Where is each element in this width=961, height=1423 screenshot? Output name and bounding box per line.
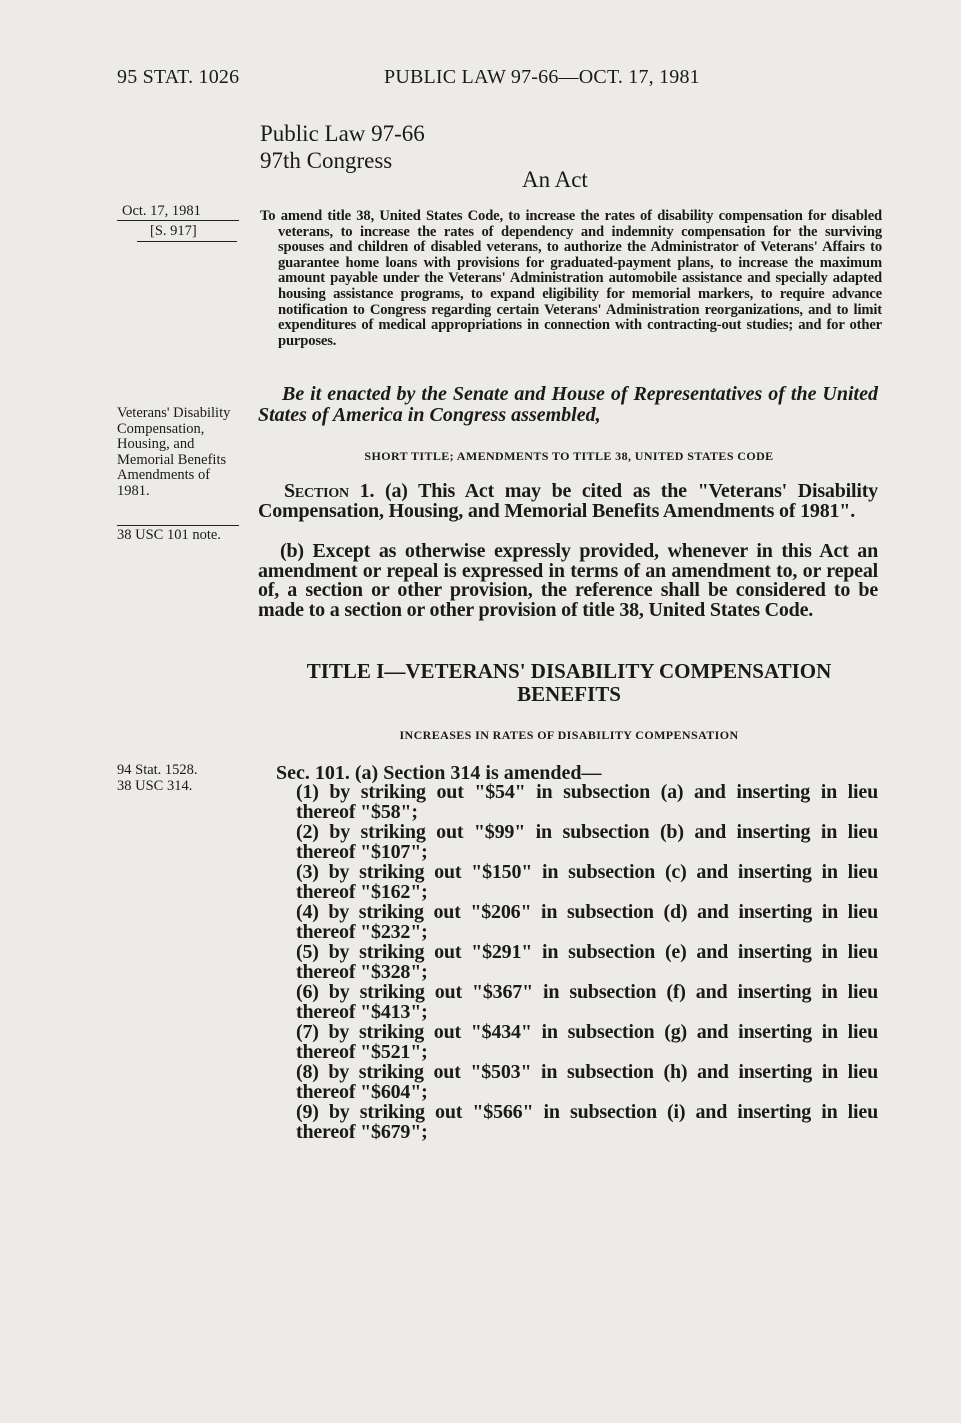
- item-lead: (6) by striking out "$367" in subsection (f) and inserting in lieu: [296, 981, 878, 1003]
- list-item: [258, 902, 878, 942]
- section-caption: SHORT TITLE; AMENDMENTS TO TITLE 38, UNITED STATES CODE: [364, 449, 774, 463]
- title-heading: TITLE I—VETERANS' DISABILITY COMPENSATION BENEFITS: [306, 659, 832, 706]
- congress-number: 97th Congress: [260, 148, 393, 173]
- list-item: [258, 782, 878, 822]
- item-tail: thereof "$679";: [296, 1121, 428, 1143]
- list-item: [258, 1022, 878, 1062]
- section-label: Section 1.: [284, 480, 375, 502]
- sidenote-usc-ref: 38 USC 314.: [117, 778, 193, 794]
- item-lead: (5) by striking out "$291" in subsection (e) and inserting in lieu: [296, 941, 878, 963]
- section-1b-text: (b) Except as otherwise expressly provided, whenever in this Act an amendment or repeal is expressed in terms of an amendment to, or repeal of, a section or other provision, the reference shall be considered to be made to a section or other provision of title 38, United States Code.: [258, 540, 878, 621]
- amendment-list: [258, 782, 878, 1142]
- sidenote-references: [117, 762, 198, 794]
- list-item: [258, 1062, 878, 1102]
- item-tail: thereof "$107";: [296, 841, 428, 863]
- section-caption: INCREASES IN RATES OF DISABILITY COMPENSATION: [399, 728, 739, 742]
- purpose-paragraph: [260, 209, 882, 349]
- law-number: Public Law 97-66: [260, 121, 425, 146]
- sidenote-stat-ref: 94 Stat. 1528.: [117, 762, 198, 778]
- act-label: An Act: [522, 167, 588, 192]
- item-lead: (1) by striking out "$54" in subsection (a) and inserting in lieu: [296, 781, 878, 803]
- law-heading: [260, 120, 425, 174]
- item-lead: (8) by striking out "$503" in subsection (h) and inserting in lieu: [296, 1061, 878, 1083]
- section-101-intro: Sec. 101. (a) Section 314 is amended—: [276, 762, 602, 784]
- purpose-text: To amend title 38, United States Code, to increase the rates of disability compensation for disabled veterans, to increase the rates of dependency and indemnity compensation for the surviving spouses and children of disabled veterans, to authorize the Administrator of Veterans' Affairs to guarantee home loans with provisions for graduated-payment plans, to increase the maximum amount payable under the Veterans' Administration automobile assistance and specially adapted housing assistance programs, to expand eligibility for memorial markers, to require advance notification to Congress regarding certain Veterans' Administration reorganizations, and to limit expenditures of medical appropriations in connection with contracting-out studies; and for other purposes.: [260, 208, 882, 349]
- sidenote-divider: [137, 241, 237, 242]
- list-item: [258, 982, 878, 1022]
- list-item: [258, 862, 878, 902]
- item-tail: thereof "$162";: [296, 881, 428, 903]
- item-lead: (3) by striking out "$150" in subsection (c) and inserting in lieu: [296, 861, 878, 883]
- sidenote-divider: [117, 525, 239, 526]
- item-tail: thereof "$328";: [296, 961, 428, 983]
- sidenote-divider: [117, 220, 239, 221]
- item-tail: thereof "$232";: [296, 921, 428, 943]
- item-lead: (7) by striking out "$434" in subsection (g) and inserting in lieu: [296, 1021, 878, 1043]
- list-item: [258, 822, 878, 862]
- item-lead: (9) by striking out "$566" in subsection (i) and inserting in lieu: [296, 1101, 878, 1123]
- section-1a-text: (a) This Act may be cited as the "Veterans' Disability Compensation, Housing, and Memorial Benefits Amendments of 1981".: [258, 480, 878, 522]
- running-header: PUBLIC LAW 97-66—OCT. 17, 1981: [384, 66, 700, 88]
- sidenote-bill: [S. 917]: [150, 223, 197, 239]
- list-item: [258, 942, 878, 982]
- enacting-clause: Be it enacted by the Senate and House of Representatives of the United States of America in Congress assembled,: [258, 383, 878, 426]
- sidenote-usc-note: 38 USC 101 note.: [117, 527, 221, 543]
- item-tail: thereof "$521";: [296, 1041, 428, 1063]
- list-item: [258, 1102, 878, 1142]
- sidenote-date: Oct. 17, 1981: [122, 203, 201, 219]
- section-1a: [258, 482, 878, 521]
- item-tail: thereof "$413";: [296, 1001, 428, 1023]
- page-citation: 95 STAT. 1026: [117, 66, 240, 88]
- section-1b: [258, 542, 878, 620]
- sidenote-short-title: Veterans' Disability Compensation, Housing, and Memorial Benefits Amendments of 1981.: [117, 405, 231, 499]
- item-tail: thereof "$604";: [296, 1081, 428, 1103]
- item-lead: (4) by striking out "$206" in subsection (d) and inserting in lieu: [296, 901, 878, 923]
- item-tail: thereof "$58";: [296, 801, 418, 823]
- item-lead: (2) by striking out "$99" in subsection (b) and inserting in lieu: [296, 821, 878, 843]
